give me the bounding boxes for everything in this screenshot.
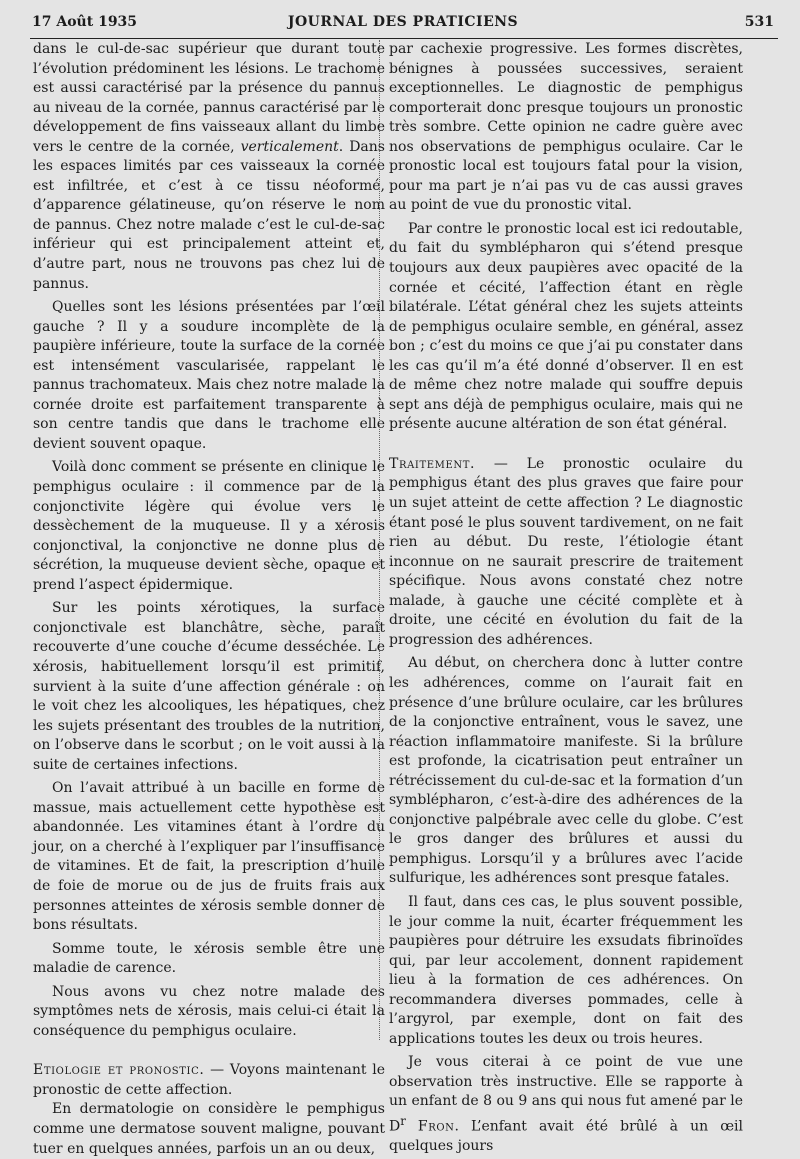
superscript: r	[400, 1113, 406, 1128]
paragraph: par cachexie progressive. Les formes discrètes, bénignes à poussées successives, seraient exceptionnelles. Le diagnostic de pemphigus comporterait donc presque toujours un pronostic très sombre. Cette opinion ne cadre guère avec nos observations de pemphigus oculaire. Car le pronostic local est toujours fatal pour la vision, pour ma part je n’ai pas vu de cas aussi graves au point de vue du pronostic vital.	[389, 41, 743, 214]
paragraph: dans le cul-de-sac supérieur que durant toute l’évolution prédominent les lésions. Le trachome est aussi caractérisé par la présence du pannus au niveau de la cornée, pannus caractérisé par le développement de fins vaisseaux allant du limbe vers le centre de la cornée, verticalement. Dans les espaces limités par ces vaisseaux la cornée est infiltrée, et c’est à ce tissu néoformé, d’apparence gélatineuse, qu’on réserve le nom de pannus. Chez notre malade c’est le cul-de-sac inférieur qui est principalement atteint et, d’autre part, nous ne trouvons pas chez lui de pannus.	[33, 41, 385, 292]
header-rule	[30, 38, 778, 39]
italic-emphasis: verticalement	[240, 138, 339, 155]
paragraph: On l’avait attribué à un bacille en forme de massue, mais actuellement cette hypothèse est abandonnée. Les vitamines étant à l’ordre du jour, on a cherché à l’expliquer par l’insuffisance de vitamines. Et de fait, la prescription d’huile de foie de morue ou de jus de fruits frais aux personnes atteintes de xérosis semble donner de bons résultats.	[33, 780, 385, 934]
person-name: Fron	[417, 1118, 455, 1135]
paragraph: Nous avons vu chez notre malade des symptômes nets de xérosis, mais celui-ci était la conséquence du pemphigus oculaire.	[33, 983, 385, 1039]
paragraph: Voilà donc comment se présente en clinique le pemphigus oculaire : il commence par de la conjonctivite légère qui évolue vers le dessèchement de la muqueuse. Il y a xérosis conjonctival, la conjonctive ne donne plus de sécrétion, la muqueuse devient sèche, opaque et prend l’aspect épidermique.	[33, 459, 385, 593]
issue-date: 17 Août 1935	[32, 14, 138, 30]
right-column	[389, 40, 743, 1157]
paragraph: En dermatologie on considère le pemphigus comme une dermatose souvent maligne, pouvant tuer en quelques années, parfois un an ou deux,	[33, 1101, 385, 1157]
paragraph: Sur les points xérotiques, la surface conjonctivale est blanchâtre, sèche, paraît recouverte d’une couche d’écume desséchée. Le xérosis, habituellement lorsqu’il est primitif, survient à la suite d’une affection générale : on le voit chez les alcooliques, les hépatiques, chez les sujets présentant des troubles de la nutrition, on l’observe dans le scorbut ; on le voit aussi à la suite de certaines infections.	[33, 600, 385, 773]
section-heading: Traitement.	[389, 455, 476, 472]
paragraph: Au début, on cherchera donc à lutter contre les adhérences, comme on l’aurait fait en présence d’une brûlure oculaire, car les brûlures de la conjonctive entraînent, vous le savez, une réaction inflammatoire manifeste. Si la brûlure est profonde, la cicatrisation peut entraîner un rétrécissement du cul-de-sac et la formation d’un symblépharon, c’est-à-dire des adhérences de la conjonctive palpébrale avec celle du globe. C’est le gros danger des brûlures et aussi du pemphigus. Lorsqu’il y a brûlures avec l’acide sulfurique, les adhérences sont presque fatales.	[389, 655, 743, 887]
page-number: 531	[744, 14, 774, 30]
section-paragraph: Etiologie et pronostic. — Voyons maintenant le pronostic de cette affection.	[33, 1062, 386, 1098]
paragraph: Par contre le pronostic local est ici redoutable, du fait du symblépharon qui s’étend presque toujours aux deux paupières avec opacité de la cornée et cécité, l’affection étant en règle bilatérale. L’état général chez les sujets atteints de pemphigus oculaire semble, en général, assez bon ; c’est du moins ce que j’ai pu constater dans les cas qu’il m’a été donné d’observer. Il en est de même chez notre malade qui souffre depuis sept ans déjà de pemphigus oculaire, mais qui ne présente aucune altération de son état général.	[389, 220, 743, 433]
section-paragraph: Traitement. — Le pronostic oculaire du pemphigus étant des plus graves que faire pour un sujet atteint de cette affection ? Le diagnostic étant posé le plus souvent tardivement, on ne fait rien au début. Du reste, l’étiologie étant inconnue on ne saurait prescrire de traitement spécifique. Nous avons constaté chez notre malade, à gauche une cécité complète et à droite, une cécité en évolution du fait de la progression des adhérences.	[389, 455, 743, 648]
paragraph: Je vous citerai à ce point de vue une observation très instructive. Elle se rapporte à un enfant de 8 ou 9 ans qui nous fut amené par le $D^r$ Fron. L’enfant avait été brûlé à un œil quelques jours	[389, 1054, 744, 1155]
section-heading: Etiologie et pronostic.	[33, 1062, 205, 1079]
paragraph: Il faut, dans ces cas, le plus souvent possible, le jour comme la nuit, écarter fréquemment les paupières pour détruire les exsudats fibrinoïdes qui, par leur accolement, donnent rapidement lieu à la formation de ces adhérences. On recommandera diverses pommades, celle à l’argyrol, par exemple, dont on fait des applications toutes les deux ou trois heures.	[389, 893, 743, 1047]
running-header	[32, 14, 774, 38]
left-column	[33, 40, 385, 1159]
paragraph: Somme toute, le xérosis semble être une maladie de carence.	[33, 940, 385, 977]
column-separator	[379, 40, 381, 1040]
paragraph: Quelles sont les lésions présentées par l’œil gauche ? Il y a soudure incomplète de la paupière inférieure, toute la surface de la cornée est intensément vascularisée, rappelant le pannus trachomateux. Mais chez notre malade la cornée droite est parfaitement transparente à son centre tandis que dans le trachome elle devient souvent opaque.	[33, 299, 385, 452]
journal-title: JOURNAL DES PRATICIENS	[287, 14, 519, 30]
